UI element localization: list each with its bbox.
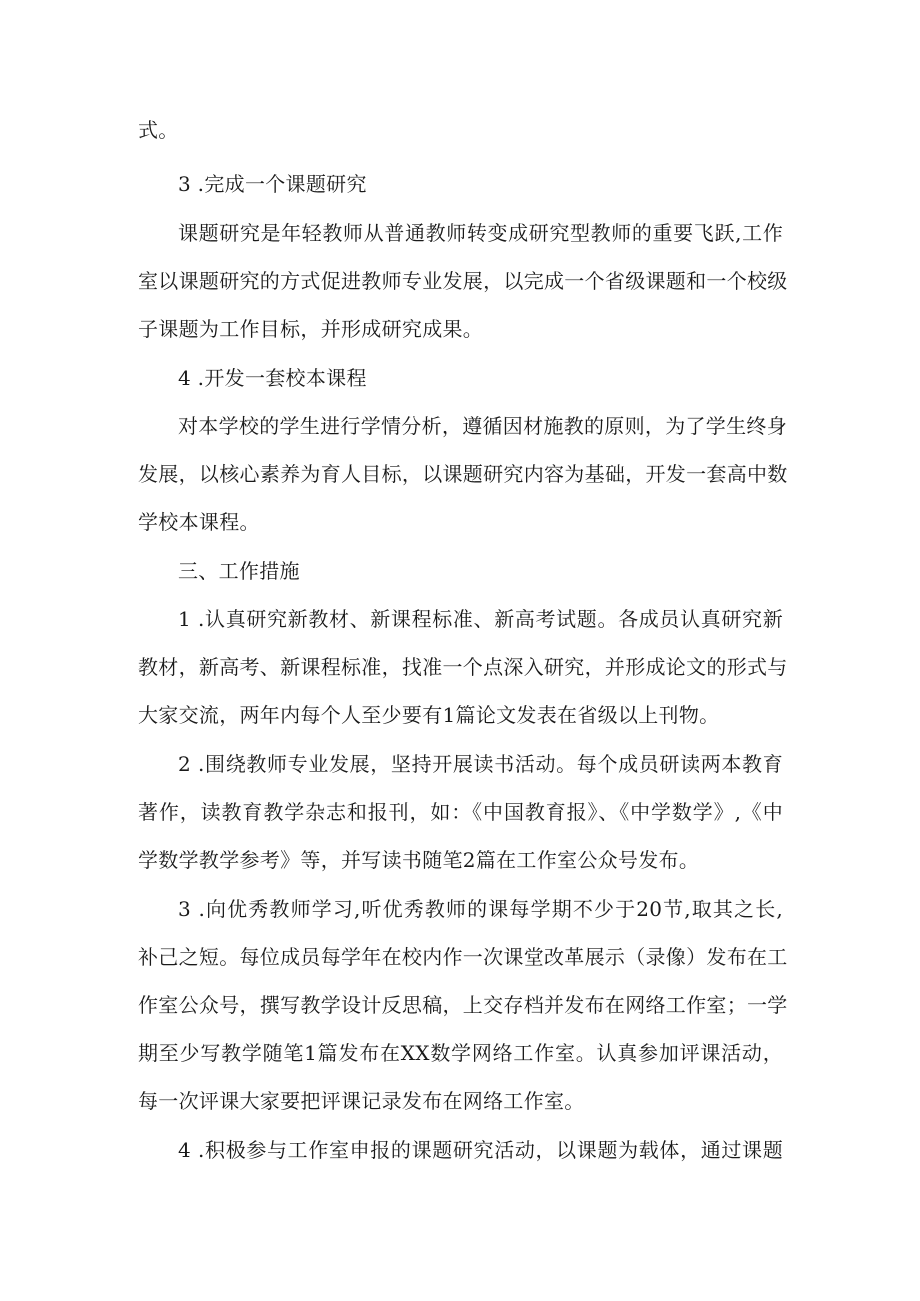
paragraph-line: 室以课题研究的方式促进教师专业发展，以完成一个省级课题和一个校级 (138, 269, 788, 293)
section-heading: 3 .完成一个课题研究 (178, 172, 367, 196)
paragraph-line: 课题研究是年轻教师从普通教师转变成研究型教师的重要飞跃,工作 (178, 221, 783, 245)
paragraph-line: 发展，以核心素养为育人目标，以课题研究内容为基础，开发一套高中数 (138, 462, 788, 486)
paragraph-line: 每一次评课大家要把评课记录发布在网络工作室。 (138, 1089, 585, 1113)
section-heading: 4 .开发一套校本课程 (178, 366, 367, 390)
paragraph-line: 1 .认真研究新教材、新课程标准、新高考试题。各成员认真研究新 (178, 607, 783, 631)
paragraph-line: 子课题为工作目标，并形成研究成果。 (138, 317, 484, 341)
paragraph-line: 补己之短。每位成员每学年在校内作一次课堂改革展示（录像）发布在工 (138, 945, 788, 969)
paragraph-line: 2 .围绕教师专业发展，坚持开展读书活动。每个成员研读两本教育 (178, 752, 783, 776)
paragraph-line: 著作，读教育教学杂志和报刊，如：《中国教育报》、《中学数学》,《中 (138, 800, 783, 824)
paragraph-line: 教材，新高考、新课程标准，找准一个点深入研究，并形成论文的形式与 (138, 655, 788, 679)
paragraph-line: 式。 (138, 118, 179, 142)
paragraph-line: 3 .向优秀教师学习,听优秀教师的课每学期不少于20节,取其之长, (178, 897, 783, 921)
paragraph-line: 期至少写教学随笔1篇发布在XX数学网络工作室。认真参加评课活动， (138, 1041, 783, 1065)
paragraph-line: 学数学教学参考》等，并写读书随笔2篇在工作室公众号发布。 (138, 848, 700, 872)
paragraph-line: 学校本课程。 (138, 510, 260, 534)
paragraph-line: 大家交流，两年内每个人至少要有1篇论文发表在省级以上刊物。 (138, 703, 720, 727)
paragraph-line: 4 .积极参与工作室申报的课题研究活动，以课题为载体，通过课题 (178, 1138, 783, 1162)
paragraph-line: 对本学校的学生进行学情分析，遵循因材施教的原则，为了学生终身 (178, 414, 787, 438)
paragraph-line: 作室公众号，撰写教学设计反思稿，上交存档并发布在网络工作室；一学 (138, 993, 788, 1017)
section-heading: 三、工作措施 (178, 559, 300, 583)
